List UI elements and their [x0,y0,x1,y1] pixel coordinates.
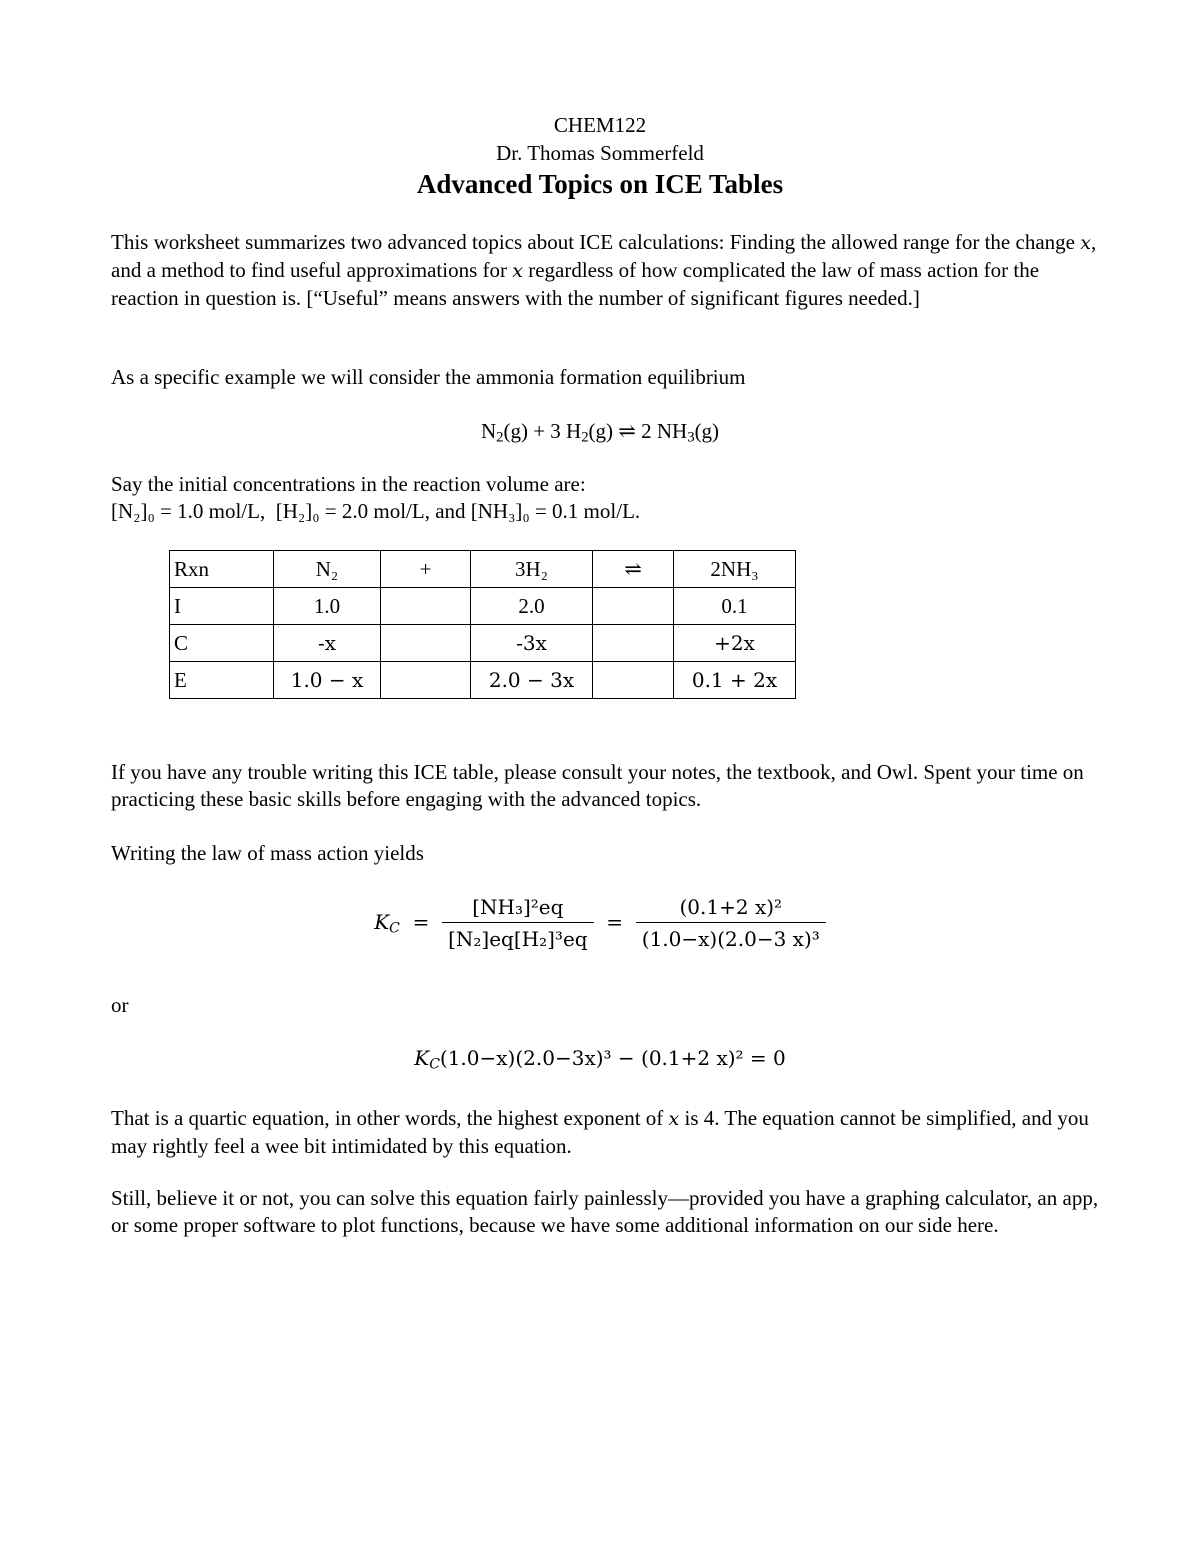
quartic-equation: $K_C(1.0-x)(2.0-3x)^3 - (0.1+2$ x)² = 0 [414,1046,786,1073]
ice-cell [593,662,674,699]
intro-paragraph: This worksheet summarizes two advanced topics about ICE calculations: Finding the allowed range for the change x, and a method to find useful approximations for x regardless of how complicated the law of mass action for the reaction in question is. [“Useful” means answers with the number of significant figures needed.] [111,230,1097,310]
ice-cell: 2.0 − 3x [471,662,593,699]
closing-paragraph: Still, believe it or not, you can solve this equation fairly painlessly—provided you have a graphing calculator, an app, or some proper software to plot functions, because we have some additional information on our side here. [111,1186,1099,1237]
ice-cell: +2x [674,625,796,662]
quartic-paragraph: That is a quartic equation, in other words, the highest exponent of x is 4. The equation cannot be simplified, and you may rightly feel a wee bit intimidated by this equation. [111,1106,1089,1158]
ice-cell: 2.0 [471,588,593,625]
law-intro: Writing the law of mass action yields [111,841,424,865]
ice-cell: E [170,662,274,699]
course-code: CHEM122 [553,113,647,137]
ice-cell [381,625,471,662]
ice-cell: -3x [471,625,593,662]
ice-row-change [170,625,796,662]
trouble-paragraph: If you have any trouble writing this ICE table, please consult your notes, the textbook, and Owl. Spent your time on practicing these basic skills before engaging with the advanced topics. [111,760,1084,811]
ice-row-initial [170,588,796,625]
ice-cell: 3H₂ [471,551,593,588]
ice-cell: 2NH₃ [674,551,796,588]
page-title: Advanced Topics on ICE Tables [416,169,784,199]
ice-cell: 0.1 [674,588,796,625]
ice-cell: 1.0 − x [274,662,381,699]
ice-cell [593,588,674,625]
ice-cell [381,662,471,699]
ice-table [169,550,796,699]
ice-cell: -x [274,625,381,662]
ice-cell: 1.0 [274,588,381,625]
ice-cell: ⇌ [593,551,674,588]
ice-cell [381,588,471,625]
initial-concentrations: Say the initial concentrations in the reaction volume are: [N₂]₀ = 1.0 mol/L, [H₂]₀ = 2.0 mol/L, and [NH₃]₀ = 0.1 mol/L. [111,472,641,523]
ice-cell [593,625,674,662]
kc-equation: $K_C$ = $\frac{\text{[NH₃]²eq}}{\text{[N₂]eq[H₂]³eq}}$ = $\frac{\text{(0.1+2 x)²}}{\text{(1.0−x)(2.0−3 x)³}}$ [0,892,1200,955]
kc-fraction-x: $\frac{\text{(0.1+2 x)²}}{\text{(1.0−x)(2.0−3 x)³}}$ [636,892,826,955]
reaction-equation: $N_2(g) + 3$ $H_2(g)$ ⇌ 2 $NH_3(g)$ [480,419,720,446]
ice-cell: 0.1 + 2x [674,662,796,699]
ice-cell: N₂ [274,551,381,588]
ice-cell: Rxn [170,551,274,588]
example-intro: As a specific example we will consider the ammonia formation equilibrium [111,365,746,389]
kc-fraction-concentrations: $\frac{\text{[NH₃]²eq}}{\text{[N₂]eq[H₂]³eq}}$ [442,892,593,955]
ice-row-equilibrium [170,662,796,699]
ice-cell: I [170,588,274,625]
ice-cell: C [170,625,274,662]
instructor-name: Dr. Thomas Sommerfeld [496,141,704,165]
ice-row-rxn [170,551,796,588]
or-text: or [111,993,129,1017]
ice-cell: + [381,551,471,588]
